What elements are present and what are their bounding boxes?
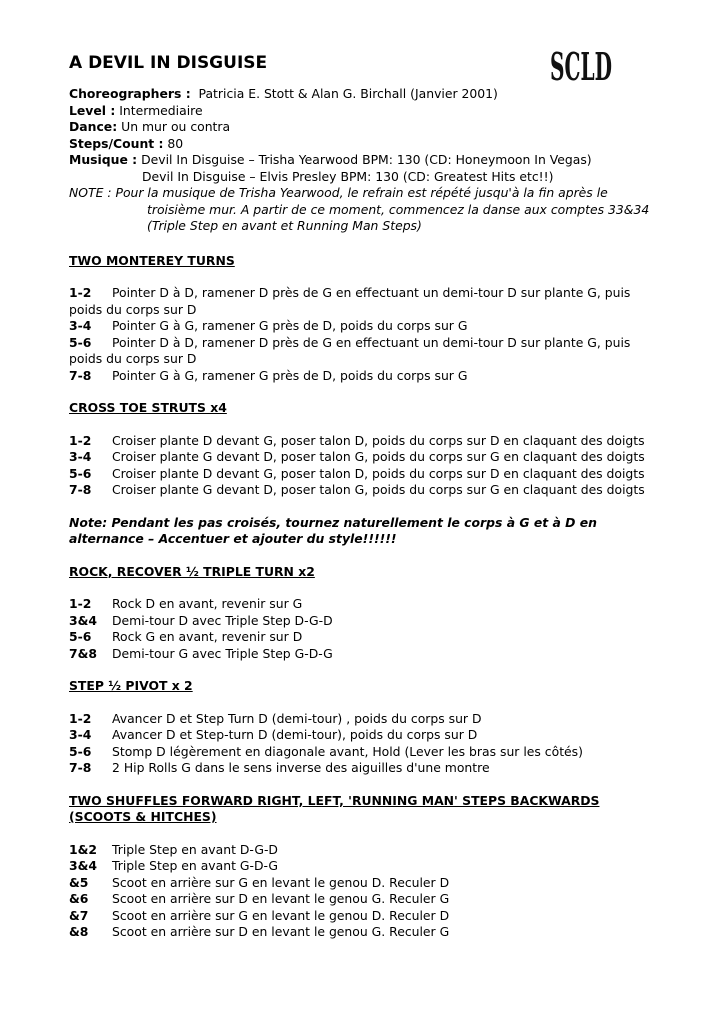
section-heading-monterey-turns: TWO MONTEREY TURNS (69, 252, 235, 268)
step-row (69, 449, 669, 466)
step-description: Pointer G à G, ramener G près de D, poids du corps sur G (112, 318, 468, 333)
choreographers-label: Choreographers : (69, 86, 191, 101)
section-heading-step-pivot: STEP ½ PIVOT x 2 (69, 678, 193, 693)
step-row (69, 629, 669, 646)
step-count: 3&4 (69, 858, 98, 873)
step-count: 3-4 (69, 318, 92, 333)
step-description: Croiser plante D devant G, poser talon D, poids du corps sur D en claquant des doigts (112, 432, 645, 448)
section-heading-line-1: TWO SHUFFLES FORWARD RIGHT, LEFT, 'RUNNING MAN' STEPS BACKWARDS (69, 792, 600, 808)
step-count: 7&8 (69, 645, 98, 661)
music-label: Musique : (69, 152, 138, 167)
step-description: Triple Step en avant D-G-D (112, 841, 278, 857)
step-description: Triple Step en avant G-D-G (112, 858, 279, 873)
section-heading-rock-recover: ROCK, RECOVER ½ TRIPLE TURN x2 (69, 563, 315, 579)
step-count: 1-2 (69, 432, 92, 448)
step-row (69, 908, 669, 925)
step-count: 7-8 (69, 760, 92, 775)
section-heading-shuffles-running-man (69, 793, 669, 826)
step-description: Pointer G à G, ramener G près de D, poids du corps sur G (112, 367, 468, 383)
step-description: Avancer D et Step-turn D (demi-tour), poids du corps sur D (112, 727, 478, 742)
step-count: 3-4 (69, 449, 92, 464)
step-row (69, 760, 669, 777)
step-count: &5 (69, 874, 89, 890)
step-description: Scoot en arrière sur G en levant le genou D. Reculer D (112, 907, 450, 923)
step-count: 5-6 (69, 743, 92, 759)
music-note-line-3: (Triple Step en avant et Running Man Steps) (147, 218, 422, 233)
step-count: 3&4 (69, 612, 98, 628)
style-note (69, 515, 669, 548)
step-row (69, 744, 669, 761)
step-count: 7-8 (69, 482, 92, 497)
step-count: 3-4 (69, 727, 92, 742)
dance-value: Un mur ou contra (121, 119, 231, 134)
step-row (69, 875, 669, 892)
step-row (69, 891, 669, 908)
section-heading-cross-toe-struts: CROSS TOE STRUTS x4 (69, 400, 227, 415)
steps-list-step-pivot (69, 711, 669, 777)
step-description: Demi-tour D avec Triple Step D-G-D (112, 612, 333, 628)
step-row (69, 466, 669, 483)
step-description: Demi-tour G avec Triple Step G-D-G (112, 645, 333, 661)
step-count: 1-2 (69, 285, 92, 300)
step-row (69, 482, 669, 499)
music-value-2: Devil In Disguise – Elvis Presley BPM: 130 (CD: Greatest Hits etc!!) (142, 168, 554, 184)
step-description: Scoot en arrière sur D en levant le genou G. Reculer G (112, 891, 450, 906)
step-description: 2 Hip Rolls G dans le sens inverse des aiguilles d'une montre (112, 760, 490, 775)
choreographers-value: Patricia E. Stott & Alan G. Birchall (Janvier 2001) (198, 86, 498, 101)
step-count: 1-2 (69, 710, 92, 726)
step-count: &8 (69, 924, 89, 939)
step-count: &7 (69, 907, 89, 923)
music-value-1: Devil In Disguise – Trisha Yearwood BPM: 130 (CD: Honeymoon In Vegas) (141, 152, 592, 167)
steps-value: 80 (167, 135, 184, 151)
step-description: Pointer D à D, ramener D près de G en effectuant un demi-tour D sur plante G, puis (112, 334, 631, 350)
dance-label: Dance: (69, 119, 118, 134)
step-count: 5-6 (69, 629, 92, 644)
music-note-line-1: NOTE : Pour la musique de Trisha Yearwood, le refrain est répété jusqu'à la fin après le (69, 185, 608, 200)
steps-list-monterey-turns (69, 285, 669, 384)
steps-list-shuffles-running-man (69, 842, 669, 941)
step-description: Croiser plante G devant D, poser talon G, poids du corps sur G en claquant des doigts (112, 449, 645, 464)
page-title: A DEVIL IN DISGUISE (69, 53, 268, 73)
style-note-line-2: alternance – Accentuer et ajouter du style!!!!!! (69, 531, 397, 546)
step-description: Stomp D légèrement en diagonale avant, Hold (Lever les bras sur les côtés) (112, 743, 583, 759)
steps-label: Steps/Count : (69, 135, 164, 151)
step-description-wrap: poids du corps sur D (69, 301, 197, 317)
music-note (69, 185, 669, 235)
level-value: Intermediaire (119, 102, 203, 118)
step-description: Croiser plante D devant G, poser talon D, poids du corps sur D en claquant des doigts (112, 465, 645, 481)
logo-text: SCLD (550, 44, 612, 89)
step-count: 7-8 (69, 367, 92, 383)
step-row (69, 596, 669, 613)
step-row (69, 285, 669, 302)
dance-info (69, 86, 669, 235)
step-description: Scoot en arrière sur G en levant le genou D. Reculer D (112, 874, 450, 890)
step-description: Rock G en avant, revenir sur D (112, 629, 303, 644)
step-row (69, 368, 669, 385)
level-label: Level : (69, 102, 116, 118)
step-row (69, 433, 669, 450)
step-row (69, 711, 669, 728)
step-row (69, 727, 669, 744)
style-note-line-1: Note: Pendant les pas croisés, tournez naturellement le corps à G et à D en (69, 514, 598, 530)
section-heading-line-2: (SCOOTS & HITCHES) (69, 809, 217, 824)
step-count: 1-2 (69, 596, 92, 611)
step-row (69, 858, 669, 875)
step-description: Scoot en arrière sur D en levant le genou G. Reculer G (112, 924, 450, 939)
step-description: Croiser plante G devant D, poser talon G, poids du corps sur G en claquant des doigts (112, 482, 645, 497)
step-count: &6 (69, 891, 89, 906)
step-row (69, 318, 669, 335)
step-row (69, 646, 669, 663)
steps-list-cross-toe-struts (69, 433, 669, 499)
step-row (69, 335, 669, 352)
step-description: Avancer D et Step Turn D (demi-tour) , poids du corps sur D (112, 710, 482, 726)
step-count: 5-6 (69, 334, 92, 350)
step-count: 1&2 (69, 841, 98, 857)
step-count: 5-6 (69, 465, 92, 481)
step-description: Rock D en avant, revenir sur G (112, 596, 303, 611)
step-row (69, 613, 669, 630)
step-description: Pointer D à D, ramener D près de G en effectuant un demi-tour D sur plante G, puis (112, 285, 631, 300)
music-note-line-2: troisième mur. A partir de ce moment, commencez la danse aux comptes 33&34 (147, 201, 650, 217)
step-description-wrap: poids du corps sur D (69, 351, 197, 366)
step-row (69, 924, 669, 941)
step-row (69, 842, 669, 859)
steps-list-rock-recover (69, 596, 669, 662)
document-page (69, 52, 669, 941)
